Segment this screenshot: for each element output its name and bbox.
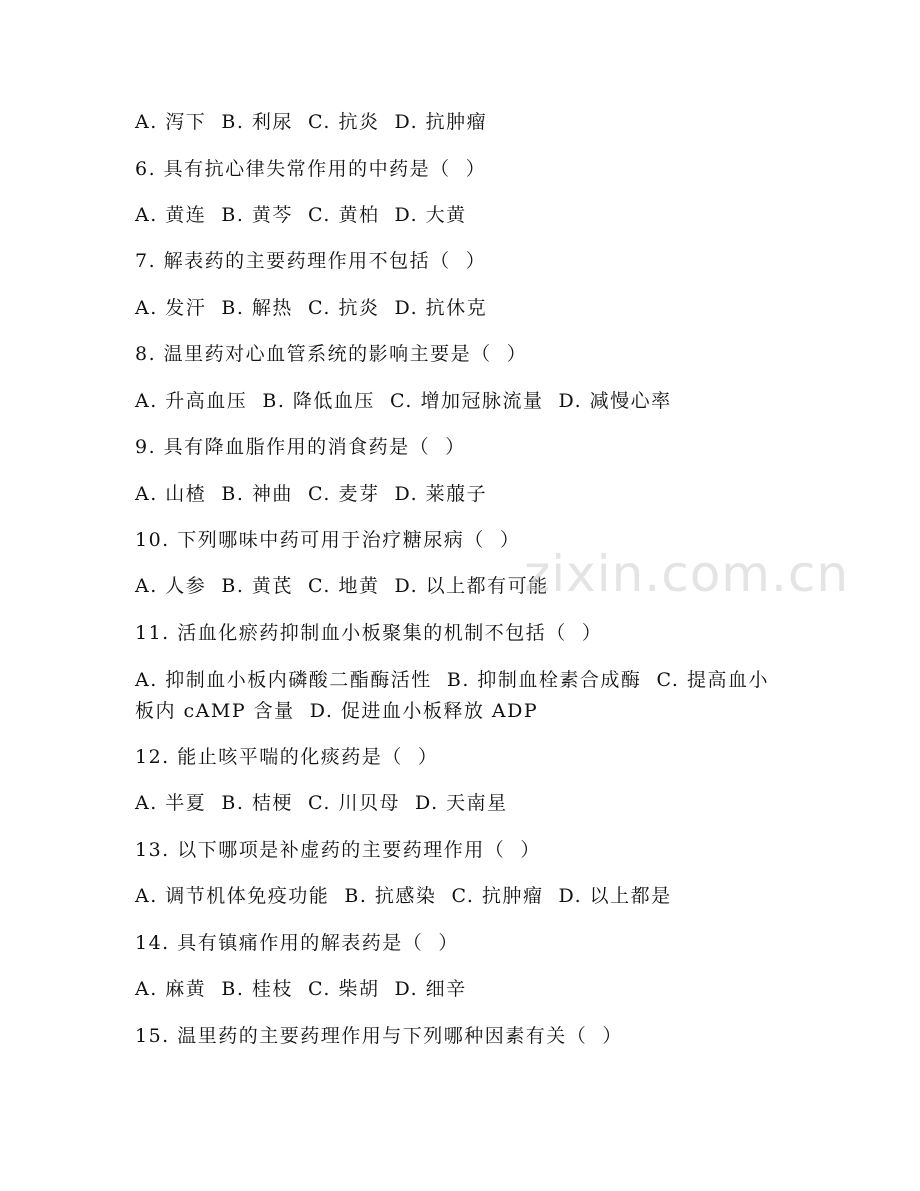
option-line-q6: A. 黄连 B. 黄芩 C. 黄柏 D. 大黄 — [135, 204, 467, 226]
question-9: 9. 具有降血脂作用的消食药是（ ） — [135, 436, 466, 458]
question-6: 6. 具有抗心律失常作用的中药是（ ） — [135, 158, 487, 180]
question-10: 10. 下列哪味中药可用于治疗糖尿病（ ） — [135, 529, 521, 551]
question-13: 13. 以下哪项是补虚药的主要药理作用（ ） — [135, 839, 541, 861]
question-15: 15. 温里药的主要药理作用与下列哪种因素有关（ ） — [135, 1025, 623, 1047]
question-14: 14. 具有镇痛作用的解表药是（ ） — [135, 932, 459, 954]
question-11: 11. 活血化瘀药抑制血小板聚集的机制不包括（ ） — [135, 622, 603, 644]
option-line-q7: A. 发汗 B. 解热 C. 抗炎 D. 抗休克 — [135, 297, 488, 319]
question-12: 12. 能止咳平喘的化痰药是（ ） — [135, 746, 439, 768]
question-7: 7. 解表药的主要药理作用不包括（ ） — [135, 250, 487, 272]
watermark: zixin.com.cn — [524, 545, 850, 603]
option-line-q8: A. 升高血压 B. 降低血压 C. 增加冠脉流量 D. 减慢心率 — [135, 390, 672, 412]
option-line-q13: A. 调节机体免疫功能 B. 抗感染 C. 抗肿瘤 D. 以上都是 — [135, 885, 672, 907]
option-line-q11: A. 抑制血小板内磷酸二酯酶活性 B. 抑制血栓素合成酶 C. 提高血小板内 cAMP 含量 D. 促进血小板释放 ADP — [135, 669, 769, 722]
option-line-q12: A. 半夏 B. 桔梗 C. 川贝母 D. 天南星 — [135, 792, 508, 814]
option-line-q9: A. 山楂 B. 神曲 C. 麦芽 D. 莱菔子 — [135, 483, 488, 505]
option-line-q14: A. 麻黄 B. 桂枝 C. 柴胡 D. 细辛 — [135, 978, 467, 1000]
option-line-q10: A. 人参 B. 黄芪 C. 地黄 D. 以上都有可能 — [135, 575, 549, 597]
option-line-q5: A. 泻下 B. 利尿 C. 抗炎 D. 抗肿瘤 — [135, 111, 488, 133]
question-8: 8. 温里药对心血管系统的影响主要是（ ） — [135, 343, 528, 365]
